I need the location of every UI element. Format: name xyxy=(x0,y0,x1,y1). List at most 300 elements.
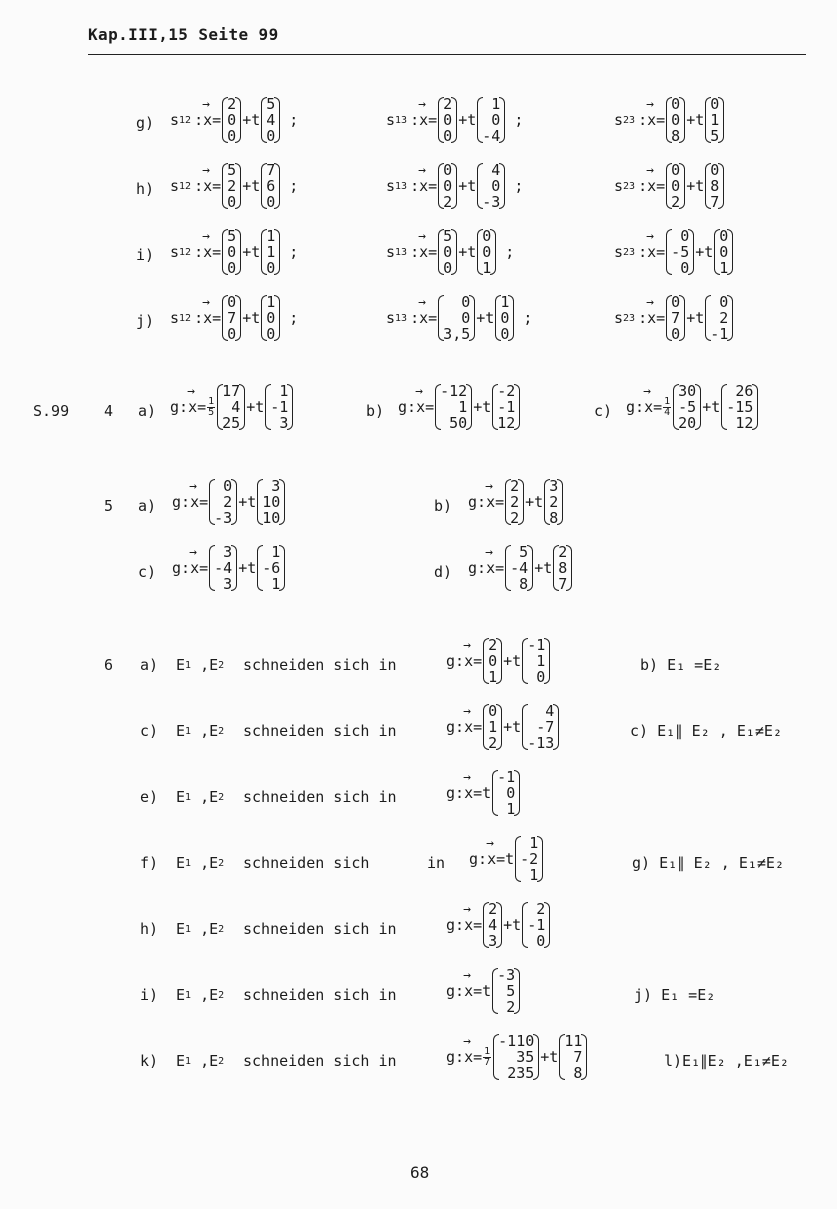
position-vector xyxy=(493,1033,539,1081)
plane-name: E xyxy=(176,656,186,674)
vector-component: 0 xyxy=(680,259,690,277)
vector-x: → x xyxy=(644,398,653,416)
colon: : xyxy=(455,718,465,736)
vector-component: 0 xyxy=(266,193,276,211)
comma: , xyxy=(191,656,210,674)
vector-component: 12 xyxy=(735,414,754,432)
line-name: g xyxy=(469,850,479,868)
vector-component: 1 xyxy=(271,575,281,593)
equals: = xyxy=(495,559,505,577)
vector-component: 6 xyxy=(266,177,276,195)
vector-component: 0 xyxy=(443,111,453,129)
vector-component: -7 xyxy=(536,718,555,736)
vector-x: → x xyxy=(203,243,212,261)
plane-pair xyxy=(176,986,224,1004)
vector-component: 2 xyxy=(443,193,453,211)
colon: : xyxy=(455,916,465,934)
ex5-d-label: d) xyxy=(434,563,453,581)
line-index: 12 xyxy=(179,312,192,324)
position-vector xyxy=(217,383,245,431)
vector-component: 0 xyxy=(443,259,453,277)
vector-component: -1 xyxy=(497,768,516,786)
vector-component: 1 xyxy=(529,866,539,884)
vector-component: 3 xyxy=(271,477,281,495)
vector-component: -4 xyxy=(482,127,501,145)
vector-component: 2 xyxy=(443,95,453,113)
vector-x: → x xyxy=(419,243,428,261)
plus-t: +t xyxy=(534,559,553,577)
position-vector xyxy=(483,637,502,685)
direction-vector xyxy=(522,637,550,685)
vector-component: 4 xyxy=(545,702,555,720)
line-name: g xyxy=(626,398,636,416)
vector-component: 1 xyxy=(719,259,729,277)
line-index: 23 xyxy=(623,180,636,192)
ex6-item-label: c) xyxy=(140,722,159,740)
direction-vector xyxy=(495,294,514,342)
plus-t: +t xyxy=(686,111,705,129)
plane-index: 2 xyxy=(218,1055,225,1067)
plane-pair xyxy=(176,854,224,872)
vector-component: 2 xyxy=(510,493,520,511)
exercise-number-6: 6 xyxy=(104,656,114,674)
plane-name: E xyxy=(209,722,219,740)
position-vector xyxy=(222,162,241,210)
line-equation xyxy=(386,96,523,144)
vector-x: → x xyxy=(419,309,428,327)
vector-component: 10 xyxy=(262,493,281,511)
vector-component: 1 xyxy=(536,652,546,670)
vector-component: 0 xyxy=(227,293,237,311)
direction-vector xyxy=(705,162,724,210)
equals: = xyxy=(653,398,663,416)
line-equation xyxy=(170,162,298,210)
vector-component: -5 xyxy=(678,398,697,416)
line-equation xyxy=(386,294,532,342)
ex5-b-equation xyxy=(468,478,564,526)
vector-component: 2 xyxy=(719,309,729,327)
vector-component: 2 xyxy=(488,734,498,752)
plane-name: E xyxy=(209,854,219,872)
position-vector xyxy=(209,544,237,592)
vector-x: → x xyxy=(190,493,199,511)
line-equation xyxy=(614,96,733,144)
line-index: 23 xyxy=(623,114,636,126)
vector-component: 1 xyxy=(266,293,276,311)
vector-component: -12 xyxy=(440,382,468,400)
vector-component: 0 xyxy=(710,161,720,179)
line-name: g xyxy=(446,652,456,670)
vector-component: 7 xyxy=(671,309,681,327)
vector-component: 0 xyxy=(482,227,492,245)
intersection-line-equation xyxy=(446,769,521,817)
plane-name: E xyxy=(176,788,186,806)
plane-index: 2 xyxy=(218,989,225,1001)
ex6-g-answer: g) E₁∥ E₂ , E₁≠E₂ xyxy=(632,854,784,872)
separator: ; xyxy=(289,309,299,327)
vector-x: → x xyxy=(188,398,197,416)
vector-component: 1 xyxy=(271,543,281,561)
vector-x: → x xyxy=(464,916,473,934)
vector-component: 7 xyxy=(558,575,568,593)
vector-component: 0 xyxy=(227,259,237,277)
direction-vector xyxy=(721,383,758,431)
fraction xyxy=(207,397,215,418)
position-vector xyxy=(483,901,502,949)
equals: = xyxy=(428,309,438,327)
vector-component: 0 xyxy=(671,111,681,129)
vector-x: → x xyxy=(486,559,495,577)
row-label: i) xyxy=(136,246,155,264)
vector-component: 2 xyxy=(510,509,520,527)
line-index: 13 xyxy=(395,180,408,192)
vector-component: 0 xyxy=(671,293,681,311)
vector-component: -4 xyxy=(214,559,233,577)
ex6-word-in: in xyxy=(427,854,446,872)
vector-x: → x xyxy=(419,177,428,195)
plane-name: E xyxy=(176,854,186,872)
vector-component: 4 xyxy=(488,916,498,934)
vector-component: 5 xyxy=(227,161,237,179)
line-index: 13 xyxy=(395,312,408,324)
colon: : xyxy=(194,243,204,261)
line-equation xyxy=(614,162,733,210)
vector-component: 3 xyxy=(279,414,289,432)
position-vector xyxy=(435,383,472,431)
ex6-l-answer: l)E₁∥E₂ ,E₁≠E₂ xyxy=(664,1052,789,1070)
vector-component: 2 xyxy=(506,998,516,1016)
vector-x: → x xyxy=(464,982,473,1000)
ex6-phrase: schneiden sich in xyxy=(243,722,397,740)
comma: , xyxy=(191,920,210,938)
plane-pair xyxy=(176,1052,224,1070)
ex5-d-equation xyxy=(468,544,573,592)
plus-t: +t xyxy=(458,111,477,129)
vector-component: 10 xyxy=(262,509,281,527)
intersection-line-equation xyxy=(446,637,551,685)
vector-component: 5 xyxy=(227,227,237,245)
vector-component: 5 xyxy=(443,227,453,245)
vector-component: 0 xyxy=(443,161,453,179)
fraction xyxy=(663,397,671,418)
vector-component: 0 xyxy=(671,325,681,343)
plus-t: +t xyxy=(238,493,257,511)
plane-index: 1 xyxy=(185,989,192,1001)
denominator: 5 xyxy=(208,406,215,418)
vector-x: → x xyxy=(464,718,473,736)
position-vector xyxy=(438,294,475,342)
line-name: s xyxy=(386,309,396,327)
plane-name: E xyxy=(209,920,219,938)
position-vector xyxy=(222,96,241,144)
equals: = xyxy=(212,111,222,129)
colon: : xyxy=(455,652,465,670)
comma: , xyxy=(191,788,210,806)
plus-t: +t xyxy=(686,309,705,327)
position-vector xyxy=(483,703,502,751)
vector-component: 2 xyxy=(671,193,681,211)
line-name: g xyxy=(468,493,478,511)
page-header: Kap.III,15 Seite 99 xyxy=(88,25,279,44)
vector-component: 2 xyxy=(227,177,237,195)
vector-component: 5 xyxy=(506,982,516,1000)
equals: = xyxy=(656,243,666,261)
plane-pair xyxy=(176,920,224,938)
direction-vector xyxy=(477,96,505,144)
ex4-a-label: a) xyxy=(138,402,157,420)
vector-component: 1 xyxy=(266,227,276,245)
comma: , xyxy=(191,986,210,1004)
vector-component: 0 xyxy=(719,243,729,261)
numerator: 1 xyxy=(664,395,671,407)
equals: = xyxy=(197,398,207,416)
vector-component: 4 xyxy=(266,111,276,129)
plane-name: E xyxy=(176,722,186,740)
vector-x: → x xyxy=(486,493,495,511)
row-label: g) xyxy=(136,114,155,132)
vector-component: -3 xyxy=(214,509,233,527)
equals: = xyxy=(656,309,666,327)
numerator: 1 xyxy=(208,395,215,407)
ex6-item-label: h) xyxy=(140,920,159,938)
vector-component: -1 xyxy=(270,398,289,416)
vector-component: 1 xyxy=(482,259,492,277)
line-name: s xyxy=(614,177,624,195)
colon: : xyxy=(455,784,465,802)
vector-x: → x xyxy=(647,309,656,327)
plus-t: +t xyxy=(686,177,705,195)
plane-name: E xyxy=(176,1052,186,1070)
plus-t: +t xyxy=(476,309,495,327)
header-rule xyxy=(88,54,806,55)
separator: ; xyxy=(514,177,524,195)
vector-component: 1 xyxy=(710,111,720,129)
line-index: 23 xyxy=(623,246,636,258)
vector-component: 3 xyxy=(549,477,559,495)
line-equation xyxy=(614,228,742,276)
plus-t: +t xyxy=(242,309,261,327)
vector-component: 0 xyxy=(500,309,510,327)
separator: ; xyxy=(505,243,515,261)
vector-component: 0 xyxy=(671,177,681,195)
vector-component: -3 xyxy=(482,193,501,211)
direction-vector xyxy=(477,162,505,210)
intersection-line-equation xyxy=(446,967,521,1015)
line-name: g xyxy=(446,982,456,1000)
vector-component: 2 xyxy=(223,493,233,511)
vector-component: 8 xyxy=(558,559,568,577)
vector-component: -6 xyxy=(262,559,281,577)
vector-component: 50 xyxy=(449,414,468,432)
vector-component: 0 xyxy=(500,325,510,343)
vector-component: 0 xyxy=(266,259,276,277)
vector-component: 3 xyxy=(223,543,233,561)
vector-x: → x xyxy=(487,850,496,868)
vector-component: 0 xyxy=(719,293,729,311)
vector-component: 1 xyxy=(488,718,498,736)
line-name: g xyxy=(446,718,456,736)
line-name: s xyxy=(386,177,396,195)
vector-component: 0 xyxy=(266,325,276,343)
vector-component: 5 xyxy=(266,95,276,113)
vector-component: 1 xyxy=(500,293,510,311)
equals: = xyxy=(428,177,438,195)
ex5-a-equation xyxy=(172,478,286,526)
separator: ; xyxy=(523,309,533,327)
vector-component: 7 xyxy=(227,309,237,327)
position-vector xyxy=(209,478,237,526)
plane-index: 2 xyxy=(218,791,225,803)
colon: : xyxy=(410,111,420,129)
vector-component: 11 xyxy=(564,1032,583,1050)
vector-component: -15 xyxy=(726,398,754,416)
plane-index: 1 xyxy=(185,857,192,869)
comma: , xyxy=(191,854,210,872)
plus-t: +t xyxy=(503,652,522,670)
ex4-c-equation xyxy=(626,383,759,431)
vector-component: 1 xyxy=(458,398,468,416)
line-name: s xyxy=(386,111,396,129)
colon: : xyxy=(455,982,465,1000)
line-equation xyxy=(386,228,514,276)
colon: : xyxy=(638,243,648,261)
plane-name: E xyxy=(209,788,219,806)
colon: : xyxy=(410,177,420,195)
ex5-c-equation xyxy=(172,544,286,592)
direction-vector xyxy=(714,228,733,276)
equals: = xyxy=(473,652,483,670)
vector-component: 0 xyxy=(461,309,471,327)
vector-component: 0 xyxy=(443,177,453,195)
ex6-c2-answer: c) E₁∥ E₂ , E₁≠E₂ xyxy=(630,722,782,740)
vector-component: 0 xyxy=(488,702,498,720)
vector-component: 12 xyxy=(497,414,516,432)
colon: : xyxy=(455,1048,465,1066)
plus-t: +t xyxy=(702,398,721,416)
equals: = xyxy=(425,398,435,416)
line-equation xyxy=(170,96,298,144)
vector-component: 7 xyxy=(710,193,720,211)
equals: = xyxy=(473,718,483,736)
vector-component: 0 xyxy=(227,111,237,129)
vector-component: 235 xyxy=(507,1064,535,1082)
colon: : xyxy=(194,177,204,195)
ex6-item-label: e) xyxy=(140,788,159,806)
direction-vector xyxy=(544,478,563,526)
direction-vector xyxy=(261,162,280,210)
vector-component: -1 xyxy=(710,325,729,343)
ex6-phrase: schneiden sich in xyxy=(243,986,397,1004)
plane-index: 2 xyxy=(218,857,225,869)
vector-component: 0 xyxy=(491,177,501,195)
line-name: s xyxy=(170,309,180,327)
parameter-t: t xyxy=(482,784,492,802)
plus-t: +t xyxy=(540,1048,559,1066)
line-name: s xyxy=(170,177,180,195)
line-name: s xyxy=(170,243,180,261)
plane-index: 1 xyxy=(185,791,192,803)
plane-pair xyxy=(176,656,224,674)
ex5-a-label: a) xyxy=(138,497,157,515)
vector-component: 4 xyxy=(491,161,501,179)
line-name: s xyxy=(614,309,624,327)
vector-component: -5 xyxy=(671,243,690,261)
equals: = xyxy=(212,177,222,195)
equals: = xyxy=(428,111,438,129)
vector-component: 0 xyxy=(671,95,681,113)
line-index: 13 xyxy=(395,114,408,126)
vector-component: 0 xyxy=(227,325,237,343)
vector-component: 0 xyxy=(266,309,276,327)
row-label: h) xyxy=(136,180,155,198)
equals: = xyxy=(473,1048,483,1066)
plane-index: 1 xyxy=(185,725,192,737)
direction-vector xyxy=(553,544,572,592)
direction-vector xyxy=(492,967,520,1015)
vector-component: 0 xyxy=(443,127,453,145)
ex6-item-label: k) xyxy=(140,1052,159,1070)
vector-component: 0 xyxy=(710,95,720,113)
vector-component: 3 xyxy=(223,575,233,593)
direction-vector xyxy=(257,544,285,592)
denominator: 7 xyxy=(484,1056,491,1068)
position-vector xyxy=(666,294,685,342)
plus-t: +t xyxy=(458,177,477,195)
direction-vector xyxy=(522,703,559,751)
vector-component: 3,5 xyxy=(443,325,471,343)
position-vector xyxy=(505,544,533,592)
line-index: 12 xyxy=(179,246,192,258)
line-name: g xyxy=(170,398,180,416)
denominator: 4 xyxy=(664,406,671,418)
equals: = xyxy=(473,784,483,802)
vector-x: → x xyxy=(203,177,212,195)
vector-component: 2 xyxy=(488,636,498,654)
direction-vector xyxy=(257,478,285,526)
direction-vector xyxy=(705,96,724,144)
vector-component: 8 xyxy=(573,1064,583,1082)
equals: = xyxy=(496,850,506,868)
intersection-line-equation xyxy=(446,1033,588,1081)
plane-pair xyxy=(176,722,224,740)
colon: : xyxy=(181,559,191,577)
vector-x: → x xyxy=(464,784,473,802)
vector-component: 26 xyxy=(735,382,754,400)
vector-component: 2 xyxy=(536,900,546,918)
colon: : xyxy=(477,493,487,511)
intersection-line-equation xyxy=(446,901,551,949)
line-index: 23 xyxy=(623,312,636,324)
equals: = xyxy=(428,243,438,261)
direction-vector xyxy=(261,96,280,144)
vector-component: 0 xyxy=(482,243,492,261)
colon: : xyxy=(477,559,487,577)
ex6-item-label: a) xyxy=(140,656,159,674)
line-name: g xyxy=(446,784,456,802)
ex4-b-label: b) xyxy=(366,402,385,420)
ex6-phrase: schneiden sich in xyxy=(243,788,397,806)
vector-component: -1 xyxy=(497,398,516,416)
vector-component: 8 xyxy=(671,127,681,145)
vector-component: 0 xyxy=(227,193,237,211)
ex6-b-answer: b) E₁ =E₂ xyxy=(640,656,722,674)
plane-index: 1 xyxy=(185,659,192,671)
vector-component: 0 xyxy=(266,127,276,145)
colon: : xyxy=(410,243,420,261)
plane-name: E xyxy=(176,986,186,1004)
ex4-b-equation xyxy=(398,383,521,431)
intersection-line-equation xyxy=(446,703,560,751)
